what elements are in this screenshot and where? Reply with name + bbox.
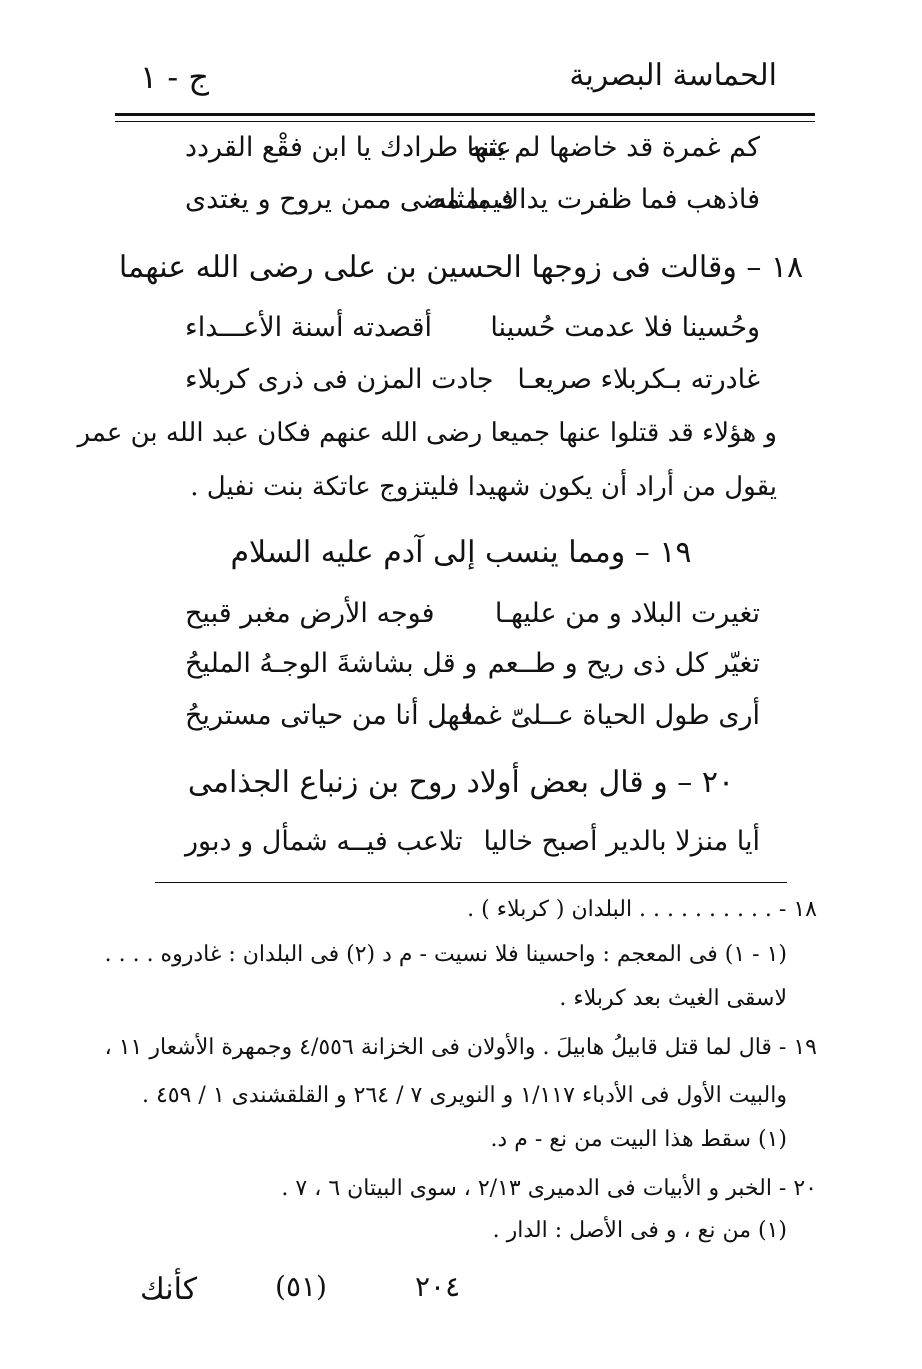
hemistich-first: غادرته بـكربلاء صريعـا [517, 364, 760, 395]
footnote-line: (١) من نع ، و فى الأصل : الدار . [492, 1218, 787, 1243]
header-rule-thin [115, 121, 815, 122]
prose-line: يقول من أراد أن يكون شهيدا فليتزوج عاتكة بنت نفيل . [190, 472, 777, 502]
hemistich-first: تغيّر كل ذى ريح و طــعم [487, 648, 760, 679]
verse-line [120, 700, 760, 750]
footnote-line: ١٩ - قال لما قتل قابيلُ هابيلَ . والأولان فى الخزانة ٤/٥٥٦ وجمهرة الأشعار ١١ ، [104, 1035, 817, 1060]
catchword: كأنك [140, 1272, 198, 1307]
footnote-line: والبيت الأول فى الأدباء ١/١١٧ و النويرى ٧ / ٢٦٤ و القلقشندى ١ / ٤٥٩ . [141, 1083, 787, 1108]
hemistich-second: فهل أنا من حياتى مستريحُ [185, 700, 474, 731]
footnote-line: (١ - ١) فى المعجم : واحسينا فلا نسيت - م د (٢) فى البلدان : غادروه . . . . [104, 942, 787, 967]
verse-line [120, 826, 760, 876]
verse-line [120, 598, 760, 648]
section-heading-19: ١٩ – ومما ينسب إلى آدم عليه السلام [230, 535, 692, 570]
hemistich-first: تغيرت البلاد و من عليهـا [494, 598, 760, 629]
verse-line [120, 648, 760, 698]
footnote-line: لاسقى الغيث بعد كربلاء . [559, 986, 787, 1011]
header-rule-thick [115, 113, 815, 116]
hemistich-second: عنها طرادك يا ابن فقْع القردد [185, 132, 512, 163]
verse-line [120, 132, 760, 182]
verse-line [120, 184, 760, 234]
hemistich-first: كم غمرة قد خاضها لم يثنه [467, 132, 760, 163]
hemistich-first: وحُسينا فلا عدمت حُسينا [490, 312, 760, 343]
hemistich-second: و قل بشاشةَ الوجـهُ المليحُ [185, 648, 478, 679]
hemistich-first: فاذهب فما ظفرت يداك بمثله [433, 184, 760, 215]
hemistich-first: أرى طول الحياة عــلىّ غما [463, 700, 760, 731]
footnote-line: (١) سقط هذا البيت من نع - م د. [490, 1127, 787, 1152]
footnote-line: ١٨ - . . . . . . . . . . البلدان ( كربلاء ) . [467, 897, 817, 922]
page-number: ٢٠٤ [415, 1270, 461, 1303]
hemistich-second: فيما مضى ممن يروح و يغتدى [185, 184, 514, 215]
section-heading-20: ٢٠ – و قال بعض أولاد روح بن زنباع الجذامى [187, 765, 735, 800]
verse-line [120, 312, 760, 362]
section-heading-18: ١٨ – وقالت فى زوجها الحسين بن على رضى الله عنهما [118, 250, 804, 285]
prose-line: و هؤلاء قد قتلوا عنها جميعا رضى الله عنهم فكان عبد الله بن عمر [77, 418, 777, 448]
footnote-line: ٢٠ - الخبر و الأبيات فى الدميرى ٢/١٣ ، سوى البيتان ٦ ، ٧ . [281, 1176, 817, 1201]
volume-label: ج - ١ [140, 58, 209, 96]
footnote-rule [155, 882, 787, 883]
hemistich-second: جادت المزن فى ذرى كربلاء [185, 364, 494, 395]
signature-mark: (٥١) [275, 1270, 327, 1303]
hemistich-first: أيا منزلا بالدير أصبح خاليا [483, 826, 760, 857]
hemistich-second: تلاعب فيــه شمأل و دبور [185, 826, 463, 857]
verse-line [120, 364, 760, 414]
hemistich-second: أقصدته أسنة الأعـــداء [185, 312, 433, 343]
hemistich-second: فوجه الأرض مغبر قبيح [185, 598, 435, 629]
running-title: الحماسة البصرية [569, 58, 777, 93]
